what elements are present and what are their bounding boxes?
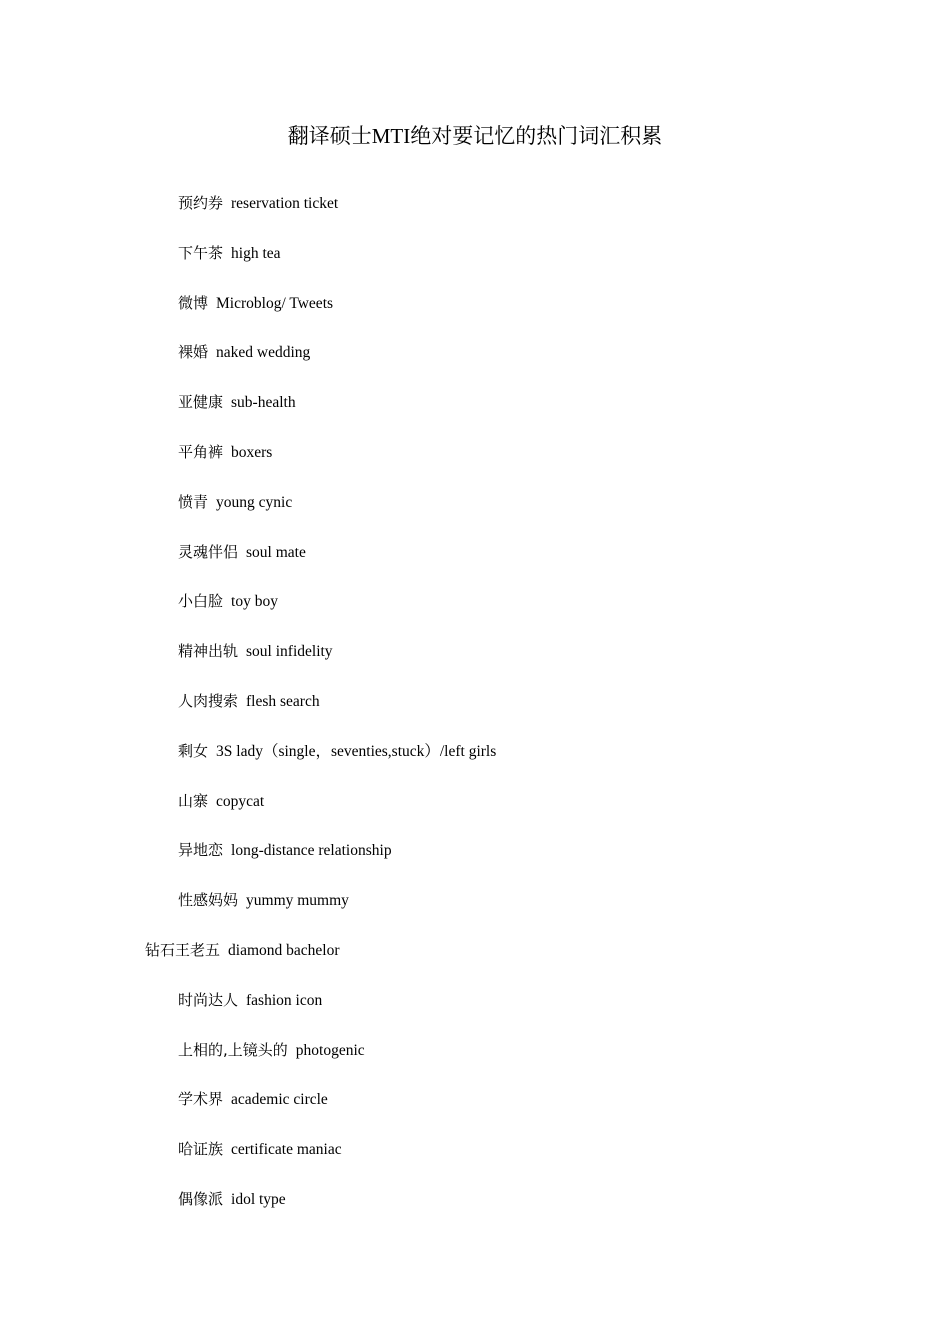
chinese-term: 下午茶 bbox=[178, 243, 224, 262]
english-term: soul infidelity bbox=[246, 643, 333, 661]
vocabulary-entry bbox=[0, 338, 950, 388]
vocabulary-entry bbox=[0, 1036, 950, 1086]
vocabulary-entry bbox=[0, 289, 950, 339]
vocabulary-entry bbox=[0, 587, 950, 637]
english-term: naked wedding bbox=[216, 344, 311, 362]
chinese-term: 精神出轨 bbox=[178, 642, 239, 661]
chinese-term: 山寨 bbox=[178, 791, 209, 810]
english-term: idol type bbox=[231, 1190, 286, 1208]
document-title: 翻译硕士MTI绝对要记忆的热门词汇积累 bbox=[287, 124, 663, 148]
chinese-term: 学术界 bbox=[178, 1090, 224, 1109]
english-term: certificate maniac bbox=[231, 1141, 342, 1159]
chinese-term: 亚健康 bbox=[178, 393, 224, 412]
chinese-term: 裸婚 bbox=[178, 343, 209, 362]
chinese-term: 偶像派 bbox=[178, 1189, 224, 1208]
vocabulary-entry bbox=[0, 787, 950, 837]
chinese-term: 预约券 bbox=[178, 194, 224, 212]
vocabulary-entry bbox=[0, 1085, 950, 1135]
chinese-term: 微博 bbox=[178, 293, 209, 312]
chinese-term: 灵魂伴侣 bbox=[178, 542, 239, 561]
english-term: young cynic bbox=[216, 493, 293, 511]
english-term: fashion icon bbox=[246, 991, 323, 1009]
english-term: boxers bbox=[231, 443, 273, 461]
vocabulary-entry bbox=[0, 1185, 950, 1235]
vocabulary-entry bbox=[0, 488, 950, 538]
vocabulary-entry bbox=[0, 388, 950, 438]
english-term: soul mate bbox=[246, 543, 306, 561]
vocabulary-entry bbox=[0, 239, 950, 289]
english-term: photogenic bbox=[295, 1041, 365, 1059]
english-term: flesh search bbox=[246, 692, 320, 710]
english-term: high tea bbox=[231, 244, 281, 262]
english-term: long-distance relationship bbox=[231, 842, 392, 860]
english-term: reservation ticket bbox=[231, 195, 339, 212]
english-term: sub-health bbox=[231, 394, 296, 412]
english-term: academic circle bbox=[231, 1091, 328, 1109]
chinese-term: 性感妈妈 bbox=[178, 891, 239, 910]
chinese-term: 剩女 bbox=[178, 741, 209, 760]
english-term: yummy mummy bbox=[246, 892, 349, 910]
chinese-term: 钻石王老五 bbox=[145, 940, 221, 959]
vocabulary-entry bbox=[0, 836, 950, 886]
vocabulary-entry bbox=[0, 189, 950, 239]
chinese-term: 异地恋 bbox=[178, 841, 224, 860]
vocabulary-list bbox=[0, 189, 950, 1235]
vocabulary-entry bbox=[0, 438, 950, 488]
vocabulary-entry bbox=[0, 886, 950, 936]
english-term: toy boy bbox=[231, 593, 278, 611]
chinese-term: 哈证族 bbox=[178, 1140, 224, 1159]
chinese-term: 时尚达人 bbox=[178, 990, 239, 1009]
english-term: copycat bbox=[216, 792, 265, 810]
chinese-term: 小白脸 bbox=[178, 592, 224, 611]
english-term: 3S lady（single，seventies,stuck）/left girls bbox=[216, 742, 497, 760]
english-term: Microblog/ Tweets bbox=[216, 294, 334, 312]
vocabulary-entry bbox=[0, 637, 950, 687]
vocabulary-entry bbox=[0, 986, 950, 1036]
vocabulary-entry bbox=[0, 538, 950, 588]
vocabulary-entry bbox=[0, 687, 950, 737]
vocabulary-entry bbox=[0, 737, 950, 787]
vocabulary-entry bbox=[0, 936, 950, 986]
chinese-term: 平角裤 bbox=[178, 442, 224, 461]
chinese-term: 愤青 bbox=[178, 492, 209, 511]
chinese-term: 人肉搜索 bbox=[178, 691, 239, 710]
vocabulary-entry bbox=[0, 1135, 950, 1185]
chinese-term: 上相的,上镜头的 bbox=[178, 1040, 288, 1059]
english-term: diamond bachelor bbox=[228, 941, 340, 959]
